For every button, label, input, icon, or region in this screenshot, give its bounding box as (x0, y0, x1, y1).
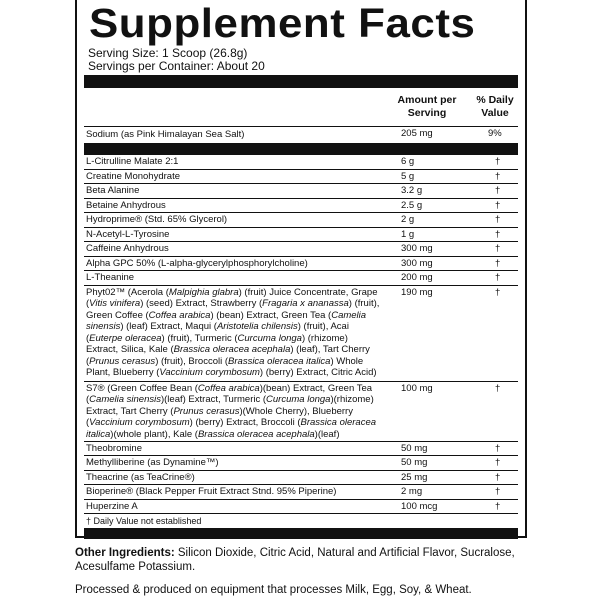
daily-value-header: % Daily Value (476, 94, 514, 119)
daily-value-footnote: † Daily Value not established (84, 513, 518, 528)
medium-divider (84, 143, 518, 154)
ingredient-row: Huperzine A 100 mcg † (84, 499, 518, 514)
ingredient-row-s7: S7® (Green Coffee Bean (Coffea arabica)(bean) Extract, Green Tea (Camelia sinensis)(leaf) Extract, Turmeric (Curcuma longa)(rhizome) Extract, Tart Cherry (Prunus cerasus)(Whole Cherry), Blueberry (Vaccinium corymbosum) (berry) Extract, Broccoli (Brassica oleracea italica)(whole plant), Kale (Brassica oleracea acephala)(leaf) 100 mg † (84, 381, 518, 441)
other-ingredients (75, 546, 535, 574)
ingredient-row: Methylliberine (as Dynamine™) 50 mg † (84, 455, 518, 470)
ingredient-row: L-Theanine 200 mg † (84, 270, 518, 285)
thick-divider (84, 75, 518, 88)
ingredient-row: Bioperine® (Black Pepper Fruit Extract Stnd. 95% Piperine) 2 mg † (84, 484, 518, 499)
servings-per-container: Servings per Container: About 20 (88, 59, 265, 73)
ingredient-row: Alpha GPC 50% (L-alpha-glycerylphosphorylcholine) 300 mg † (84, 256, 518, 271)
ingredient-row: Theobromine 50 mg † (84, 441, 518, 456)
bottom-divider (84, 528, 518, 539)
ingredient-row: L-Citrulline Malate 2:1 6 g † (84, 154, 518, 169)
ingredient-list (84, 154, 518, 285)
ingredient-row: N-Acetyl-L-Tyrosine 1 g † (84, 227, 518, 242)
column-header (84, 88, 518, 126)
ingredient-row: Betaine Anhydrous 2.5 g † (84, 198, 518, 213)
ingredient-row: Creatine Monohydrate 5 g † (84, 169, 518, 184)
ingredient-row: Hydroprime® (Std. 65% Glycerol) 2 g † (84, 212, 518, 227)
other-ingredients-text: Silicon Dioxide, Citric Acid, Natural and Artificial Flavor, Sucralose, Acesulfame Potassium. (75, 547, 515, 573)
panel-title: Supplement Facts (89, 0, 476, 46)
ingredient-row-phyt02: Phyt02™ (Acerola (Malpighia glabra) (fruit) Juice Concentrate, Grape (Vitis vinifera) (seed) Extract, Strawberry (Fragaria x ananassa) (fruit), Green Coffee (Coffea arabica) (bean) Extract, Green Tea (Camelia sinensis) (leaf) Extract, Maqui (Aristotelia chilensis) (fruit), Acai (Euterpe oleracea) (fruit), Turmeric (Curcuma longa) (rhizome) Extract, Silica, Kale (Brassica oleracea acephala) (leaf), Tart Cherry (Prunus cerasus) (fruit), Broccoli (Brassica oleracea italica) Whole Plant, Blueberry (Vaccinium corymbosum) (berry) Extract, Citric Acid) 190 mg † (84, 285, 518, 381)
ingredient-list-2 (84, 441, 518, 514)
serving-size: Serving Size: 1 Scoop (26.8g) (88, 46, 248, 60)
other-ingredients-label: Other Ingredients: (75, 547, 175, 559)
allergen-statement: Processed & produced on equipment that processes Milk, Egg, Soy, & Wheat. (75, 584, 472, 596)
amount-per-serving-header: Amount per Serving (397, 94, 457, 119)
supplement-facts-panel (75, 0, 527, 538)
nutrient-row-sodium: Sodium (as Pink Himalayan Sea Salt) 205 mg 9% (86, 128, 502, 140)
ingredient-row: Caffeine Anhydrous 300 mg † (84, 241, 518, 256)
ingredient-row: Theacrine (as TeaCrine®) 25 mg † (84, 470, 518, 485)
ingredient-row: Beta Alanine 3.2 g † (84, 183, 518, 198)
